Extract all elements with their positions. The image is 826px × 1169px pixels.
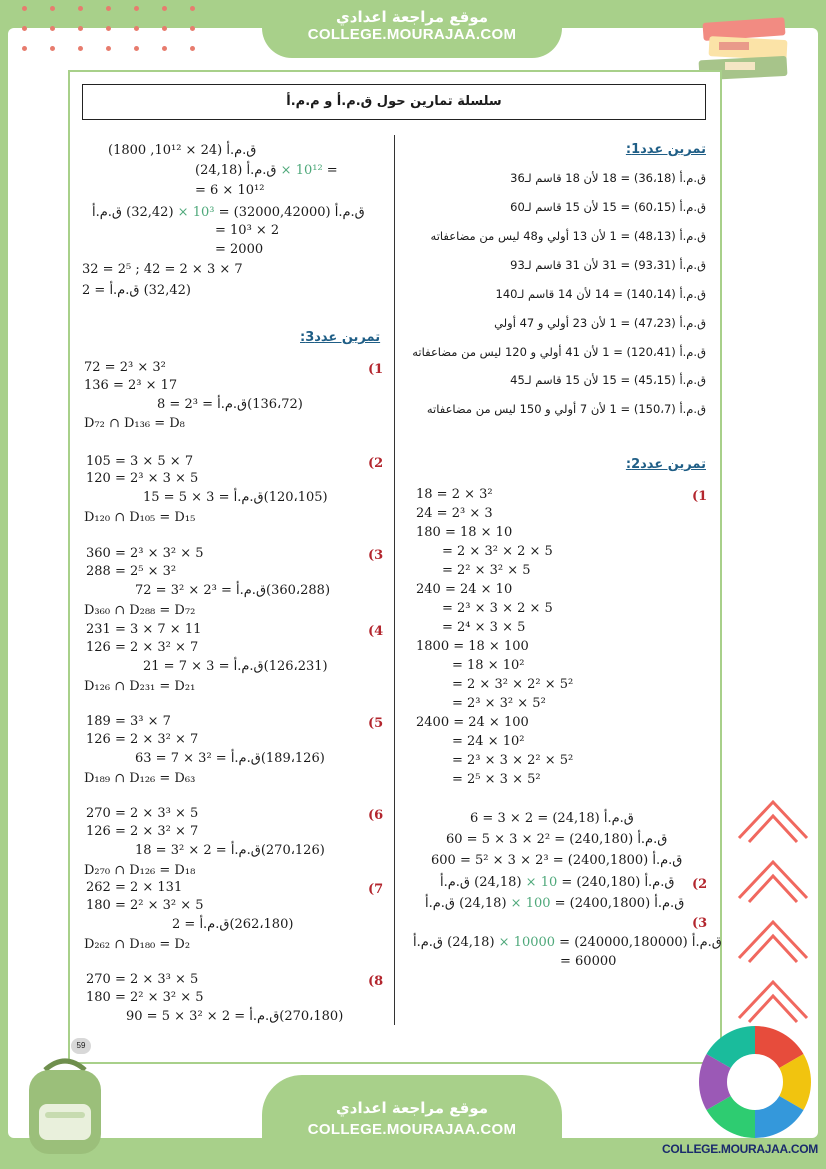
math-line: = 24 × 10² bbox=[452, 734, 525, 749]
subjects-wheel-logo bbox=[695, 1022, 815, 1142]
math-line: 270 = 2 × 3³ × 5 bbox=[86, 806, 199, 821]
math-line: D₁₂₆ ∩ D₂₃₁ = D₂₁ bbox=[84, 679, 196, 694]
question-number: (5 bbox=[368, 716, 384, 731]
math-line: 105 = 3 × 5 × 7 bbox=[86, 454, 194, 469]
question-number: (3 bbox=[368, 548, 384, 563]
math-line: 231 = 3 × 7 × 11 bbox=[86, 622, 202, 637]
gcd-statement: ق.م.أ (45،15) = 15 لأن 15 قاسم لـ45 bbox=[510, 373, 706, 387]
gcd-statement: ق.م.أ (150،7) = 1 لأن 7 أولي و 150 ليس من مضاعفاته bbox=[426, 402, 706, 416]
math-line: ق.م.أ (24 × 10¹², 1800) bbox=[108, 143, 257, 158]
math-line: 2400 = 24 × 100 bbox=[416, 715, 529, 730]
math-line: = 2 × 3² × 2² × 5² bbox=[452, 677, 574, 692]
gcd-statement: ق.م.أ (120،41) = 1 لأن 41 أولي و 120 ليس من مضاعفاته bbox=[412, 345, 706, 359]
gcd-statement: ق.م.أ (140،14) = 14 لأن 14 قاسم لـ140 bbox=[495, 287, 706, 301]
math-line: (270،180)ق.م.أ = 2 × 3² × 5 = 90 bbox=[126, 1009, 344, 1024]
math-line: (360،288)ق.م.أ = 2³ × 3² = 72 bbox=[135, 583, 331, 598]
math-line: 270 = 2 × 3³ × 5 bbox=[86, 972, 199, 987]
math-line: 288 = 2⁵ × 3² bbox=[86, 564, 177, 579]
question-number: (8 bbox=[368, 974, 384, 989]
gcd-statement: ق.م.أ (47،23) = 1 لأن 23 أولي و 47 أولي bbox=[494, 316, 706, 330]
page-number: 59 bbox=[71, 1038, 91, 1054]
math-line: 18 = 2 × 3² bbox=[416, 487, 493, 502]
math-line: 32 = 2⁵ ; 42 = 2 × 3 × 7 bbox=[82, 262, 243, 277]
math-line: D₂₆₂ ∩ D₁₈₀ = D₂ bbox=[84, 937, 191, 952]
math-line: ق.م.أ (24,18) = 2 × 3 = 6 bbox=[470, 811, 634, 826]
math-line: 72 = 2³ × 3² bbox=[84, 360, 166, 375]
math-line: (120،105)ق.م.أ = 3 × 5 = 15 bbox=[143, 490, 328, 505]
math-line: ق.م.أ (240,180) = 10 × (24,18) ق.م.أ bbox=[440, 875, 675, 890]
question-number: (6 bbox=[368, 808, 384, 823]
math-line: D₁₂₀ ∩ D₁₀₅ = D₁₅ bbox=[84, 510, 196, 525]
question-number: (2 bbox=[368, 456, 384, 471]
gcd-statement: ق.م.أ (93،31) = 31 لأن 31 قاسم لـ93 bbox=[510, 258, 706, 272]
math-line: = 2³ × 3 × 2 × 5 bbox=[442, 601, 553, 616]
question-number: (4 bbox=[368, 624, 384, 639]
heading-exercise-1: تمرين عدد1: bbox=[625, 142, 706, 157]
math-line: ق.م.أ (2400,1800) = 2³ × 3 × 5² = 600 bbox=[431, 853, 683, 868]
page-title: سلسلة تمارين حول ق.م.أ و م.م.أ bbox=[82, 84, 706, 120]
decorative-dots bbox=[20, 0, 210, 60]
math-line: 180 = 2² × 3² × 5 bbox=[86, 990, 204, 1005]
math-line: 240 = 24 × 10 bbox=[416, 582, 513, 597]
header-banner bbox=[262, 0, 562, 58]
math-line: 180 = 2² × 3² × 5 bbox=[86, 898, 204, 913]
math-line: = 10³ × 2 bbox=[215, 223, 280, 238]
column-divider bbox=[394, 135, 395, 1025]
question-number: (7 bbox=[368, 882, 384, 897]
gcd-statement: ق.م.أ (48،13) = 1 لأن 13 أولي و48 ليس من مضاعفاته bbox=[430, 229, 706, 243]
math-line: = 2² × 3² × 5 bbox=[442, 563, 531, 578]
math-line: 126 = 2 × 3² × 7 bbox=[86, 732, 199, 747]
math-line: 360 = 2³ × 3² × 5 bbox=[86, 546, 204, 561]
math-line: 136 = 2³ × 17 bbox=[84, 378, 178, 393]
footer-site-arabic: موقع مراجعة اعدادي bbox=[336, 1099, 488, 1117]
math-line: 126 = 2 × 3² × 7 bbox=[86, 640, 199, 655]
math-line: = 2³ × 3 × 2² × 5² bbox=[452, 753, 574, 768]
math-line: 126 = 2 × 3² × 7 bbox=[86, 824, 199, 839]
math-line: = 2 × 3² × 2 × 5 bbox=[442, 544, 553, 559]
math-line: = 10¹² × ق.م.أ (24,18) bbox=[195, 163, 338, 178]
math-line: D₁₈₉ ∩ D₁₂₆ = D₆₃ bbox=[84, 771, 196, 786]
math-line: = 2⁴ × 3 × 5 bbox=[442, 620, 526, 635]
math-line: 24 = 2³ × 3 bbox=[416, 506, 493, 521]
math-line: = 18 × 10² bbox=[452, 658, 525, 673]
math-line: 120 = 2³ × 3 × 5 bbox=[86, 471, 199, 486]
math-line: ق.م.أ (240,180) = 2² × 3 × 5 = 60 bbox=[446, 832, 668, 847]
math-line: = 6 × 10¹² bbox=[195, 183, 265, 198]
math-line: (189،126)ق.م.أ = 3² × 7 = 63 bbox=[135, 751, 325, 766]
chevrons-decoration bbox=[733, 790, 813, 1030]
math-line: = 2000 bbox=[215, 242, 264, 257]
heading-exercise-2: تمرين عدد2: bbox=[625, 457, 706, 472]
math-line: = 60000 bbox=[560, 954, 617, 969]
question-number: (2 bbox=[692, 877, 708, 892]
gcd-statement: ق.م.أ (36،18) = 18 لأن 18 قاسم لـ36 bbox=[510, 171, 706, 185]
question-number: (1 bbox=[692, 489, 708, 504]
math-line: D₂₇₀ ∩ D₁₂₆ = D₁₈ bbox=[84, 863, 196, 878]
math-line: = 2³ × 3² × 5² bbox=[452, 696, 546, 711]
heading-exercise-3: تمرين عدد3: bbox=[300, 330, 381, 345]
math-line: = 2⁵ × 3 × 5² bbox=[452, 772, 541, 787]
math-line: D₇₂ ∩ D₁₃₆ = D₈ bbox=[84, 416, 185, 431]
footer-site-url[interactable]: COLLEGE.MOURAJAA.COM bbox=[307, 1121, 517, 1138]
question-number: (3 bbox=[692, 916, 708, 931]
question-number: (1 bbox=[368, 362, 384, 377]
math-line: (270،126)ق.م.أ = 2 × 3² = 18 bbox=[135, 843, 325, 858]
header-site-arabic: موقع مراجعة اعدادي bbox=[336, 8, 488, 26]
math-line: 262 = 2 × 131 bbox=[86, 880, 183, 895]
math-line: 180 = 18 × 10 bbox=[416, 525, 513, 540]
footer-banner bbox=[262, 1075, 562, 1155]
backpack-icon bbox=[15, 1050, 115, 1160]
math-line: (32,42) ق.م.أ = 2 bbox=[82, 283, 191, 298]
gcd-statement: ق.م.أ (60،15) = 15 لأن 15 قاسم لـ60 bbox=[510, 200, 706, 214]
math-line: (136،72)ق.م.أ = 2³ = 8 bbox=[157, 397, 303, 412]
footer-brand[interactable]: COLLEGE.MOURAJAA.COM bbox=[662, 1142, 819, 1156]
math-line: ق.م.أ (32000,42000) = 10³ × (32,42) ق.م.أ bbox=[92, 205, 365, 220]
math-line: 189 = 3³ × 7 bbox=[86, 714, 171, 729]
math-line: ق.م.أ (2400,1800) = 100 × (24,18) ق.م.أ bbox=[425, 896, 685, 911]
math-line: (262،180)ق.م.أ = 2 bbox=[172, 917, 294, 932]
header-site-url[interactable]: COLLEGE.MOURAJAA.COM bbox=[307, 26, 517, 43]
math-line: D₃₆₀ ∩ D₂₈₈ = D₇₂ bbox=[84, 603, 196, 618]
math-line: ق.م.أ (240000,180000) = 10000 × (24,18) ق.م.أ bbox=[413, 935, 722, 950]
math-line: (126،231)ق.م.أ = 3 × 7 = 21 bbox=[143, 659, 328, 674]
math-line: 1800 = 18 × 100 bbox=[416, 639, 529, 654]
